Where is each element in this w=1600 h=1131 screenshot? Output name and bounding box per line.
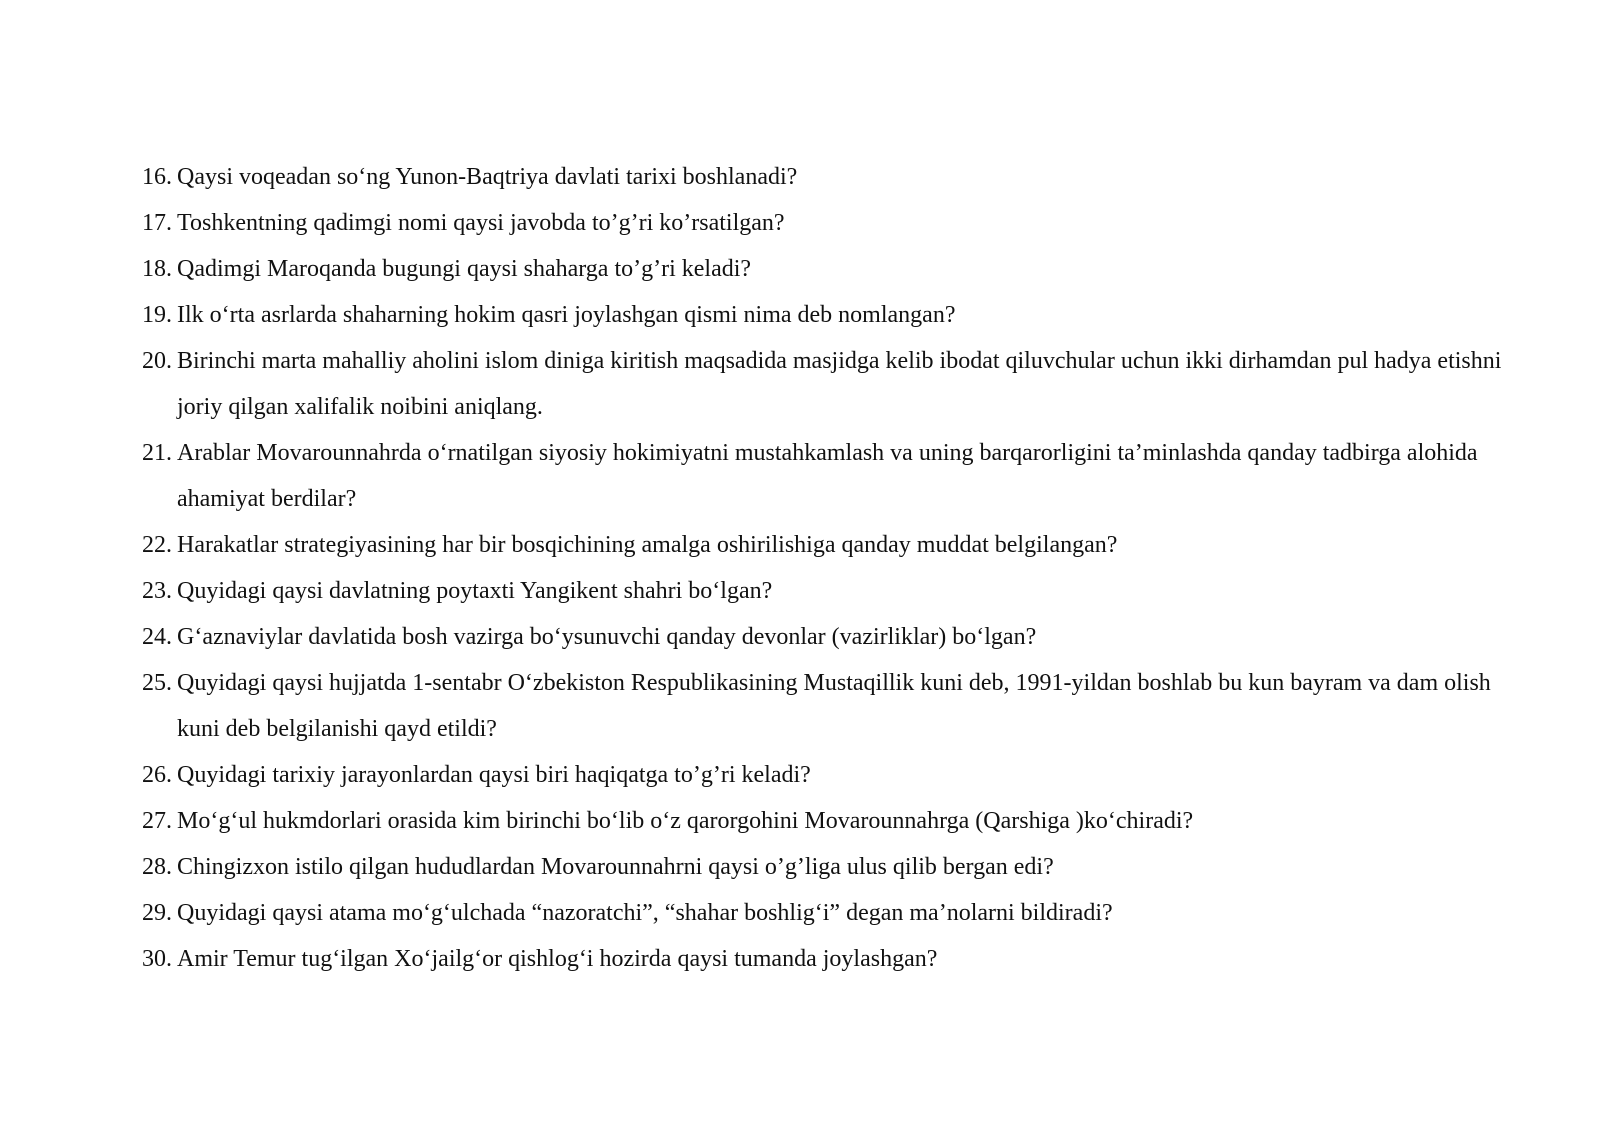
question-number: 20. [142, 348, 172, 374]
question-item-22 [142, 522, 1512, 568]
question-text: Qaysi voqeadan so‘ng Yunon-Baqtriya davlati tarixi boshlanadi? [177, 164, 798, 190]
question-text: Arablar Movarounnahrda o‘rnatilgan siyosiy hokimiyatni mustahkamlash va uning barqarorligini ta’minlashda qanday tadbirga alohida ahamiyat berdilar? [177, 440, 1478, 512]
question-text: Ilk o‘rta asrlarda shaharning hokim qasri joylashgan qismi nima deb nomlangan? [177, 302, 956, 328]
question-item-23 [142, 568, 1512, 614]
question-text: Quyidagi tarixiy jarayonlardan qaysi biri haqiqatga to’g’ri keladi? [177, 762, 811, 788]
question-item-21 [142, 430, 1512, 522]
question-item-25 [142, 660, 1512, 752]
question-number: 21. [142, 440, 172, 466]
question-item-16 [142, 154, 1512, 200]
question-number: 23. [142, 578, 172, 604]
question-text: Toshkentning qadimgi nomi qaysi javobda to’g’ri ko’rsatilgan? [177, 210, 785, 236]
question-number: 30. [142, 946, 172, 972]
question-text: Mo‘g‘ul hukmdorlari orasida kim birinchi bo‘lib o‘z qarorgohini Movarounnahrga (Qarshiga )ko‘chiradi? [177, 808, 1194, 834]
question-number: 18. [142, 256, 172, 282]
question-text: Harakatlar strategiyasining har bir bosqichining amalga oshirilishiga qanday muddat belgilangan? [177, 532, 1118, 558]
question-item-20 [142, 338, 1512, 430]
question-text: Quyidagi qaysi davlatning poytaxti Yangikent shahri bo‘lgan? [177, 578, 773, 604]
question-text: Chingizxon istilo qilgan hududlardan Movarounnahrni qaysi o’g’liga ulus qilib bergan edi? [177, 854, 1054, 880]
question-number: 26. [142, 762, 172, 788]
question-number: 22. [142, 532, 172, 558]
question-text: Qadimgi Maroqanda bugungi qaysi shaharga to’g’ri keladi? [177, 256, 752, 282]
question-number: 28. [142, 854, 172, 880]
question-item-18 [142, 246, 1512, 292]
question-number: 19. [142, 302, 172, 328]
question-number: 29. [142, 900, 172, 926]
question-number: 27. [142, 808, 172, 834]
question-item-26 [142, 752, 1512, 798]
question-item-27 [142, 798, 1512, 844]
question-text: Birinchi marta mahalliy aholini islom diniga kiritish maqsadida masjidga kelib ibodat qiluvchular uchun ikki dirhamdan pul hadya etishni joriy qilgan xalifalik noibini aniqlang. [177, 348, 1502, 420]
question-item-17 [142, 200, 1512, 246]
question-text: Amir Temur tug‘ilgan Xo‘jailg‘or qishlog‘i hozirda qaysi tumanda joylashgan? [177, 946, 938, 972]
question-text: G‘aznaviylar davlatida bosh vazirga bo‘ysunuvchi qanday devonlar (vazirliklar) bo‘lgan? [177, 624, 1037, 650]
question-item-29 [142, 890, 1512, 936]
question-text: Quyidagi qaysi atama mo‘g‘ulchada “nazoratchi”, “shahar boshlig‘i” degan ma’nolarni bildiradi? [177, 900, 1113, 926]
question-item-30 [142, 936, 1512, 982]
question-number: 16. [142, 164, 172, 190]
question-text: Quyidagi qaysi hujjatda 1-sentabr O‘zbekiston Respublikasining Mustaqillik kuni deb, 1991-yildan boshlab bu kun bayram va dam olish kuni deb belgilanishi qayd etildi? [177, 670, 1491, 742]
question-number: 17. [142, 210, 172, 236]
question-item-24 [142, 614, 1512, 660]
question-number: 25. [142, 670, 172, 696]
question-number: 24. [142, 624, 172, 650]
question-list [142, 154, 1512, 982]
question-item-19 [142, 292, 1512, 338]
question-item-28 [142, 844, 1512, 890]
